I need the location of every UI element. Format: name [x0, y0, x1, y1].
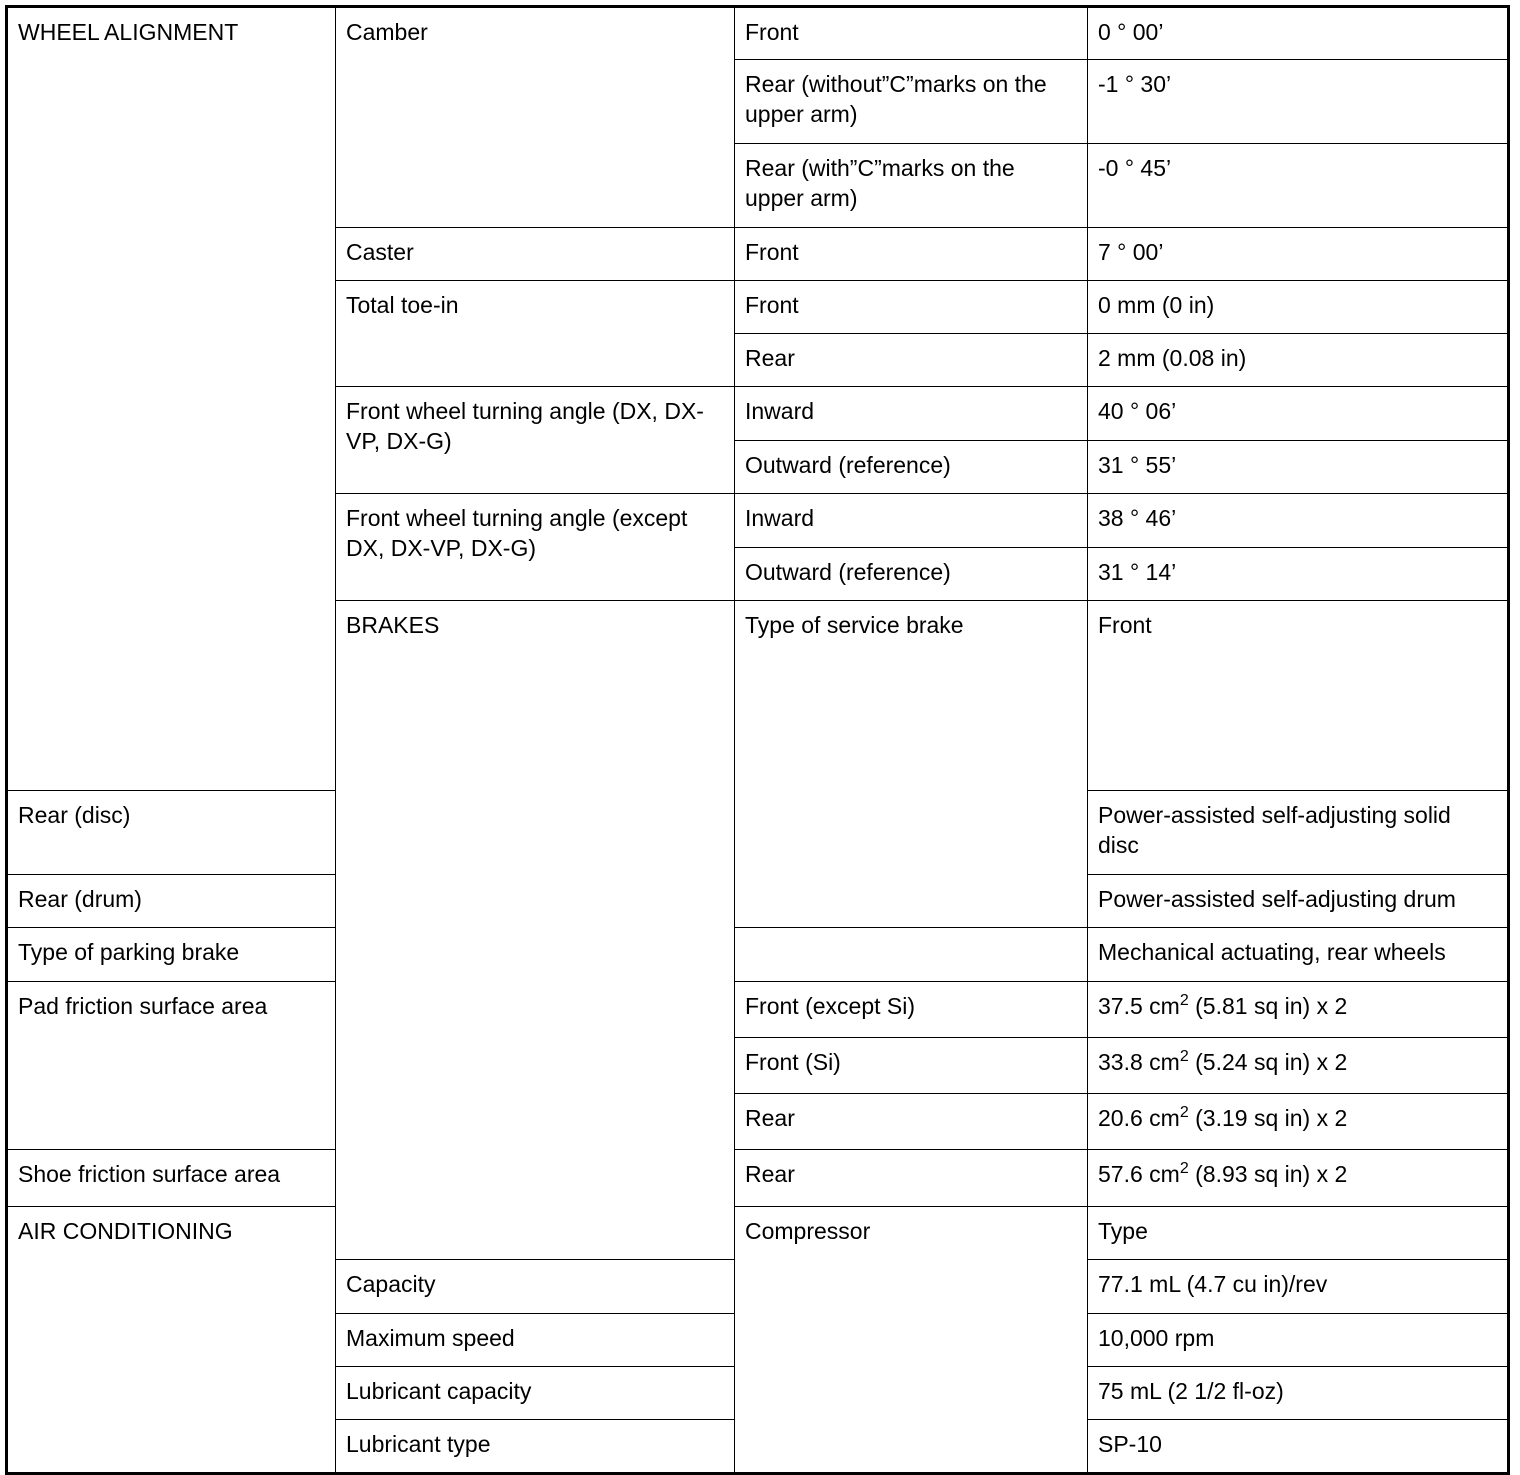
- param-cell: Inward: [735, 387, 1088, 441]
- item-cell: Front wheel turning angle (except DX, DX-VP, DX-G): [336, 494, 735, 601]
- specifications-table: [5, 5, 1510, 1475]
- table-row: [7, 1150, 1509, 1207]
- value-cell: 75 mL (2 1/2 fl-oz): [1088, 1367, 1509, 1420]
- value-number: 57.6 cm: [1098, 1161, 1180, 1187]
- item-cell: Type of parking brake: [7, 928, 336, 982]
- item-cell: Caster: [336, 228, 735, 281]
- param-cell: Outward (reference): [735, 548, 1088, 601]
- item-cell: Compressor: [735, 1207, 1088, 1474]
- value-cell: 31 ° 55’: [1088, 441, 1509, 494]
- item-cell: Front wheel turning angle (DX, DX-VP, DX-G): [336, 387, 735, 494]
- section-cell: WHEEL ALIGNMENT: [7, 7, 336, 791]
- table-row: [7, 7, 1509, 60]
- value-cell: 10,000 rpm: [1088, 1314, 1509, 1367]
- unit-superscript: 2: [1179, 1160, 1189, 1177]
- item-cell: Pad friction surface area: [7, 982, 336, 1150]
- value-cell: 0 mm (0 in): [1088, 281, 1509, 334]
- section-cell: BRAKES: [336, 601, 735, 1260]
- unit-superscript: 2: [1179, 992, 1189, 1009]
- value-number: 33.8 cm: [1098, 1049, 1180, 1075]
- section-cell: AIR CONDITIONING: [7, 1207, 336, 1474]
- param-cell: Rear: [735, 334, 1088, 387]
- table-row: [7, 1207, 1509, 1260]
- value-number: 20.6 cm: [1098, 1105, 1180, 1131]
- value-cell: Power-assisted self-adjusting solid disc: [1088, 791, 1509, 875]
- param-cell: Lubricant capacity: [336, 1367, 735, 1420]
- value-detail: (5.24 sq in) x 2: [1195, 1049, 1348, 1075]
- item-cell: Total toe-in: [336, 281, 735, 387]
- param-cell: Front: [1088, 601, 1509, 791]
- param-cell: Front (Si): [735, 1038, 1088, 1094]
- param-cell: Front: [735, 281, 1088, 334]
- table-row: [7, 982, 1509, 1038]
- param-cell: Front (except Si): [735, 982, 1088, 1038]
- value-cell: [1088, 1038, 1509, 1094]
- value-cell: 40 ° 06’: [1088, 387, 1509, 441]
- param-cell: Outward (reference): [735, 441, 1088, 494]
- value-cell: SP-10: [1088, 1420, 1509, 1474]
- value-detail: (5.81 sq in) x 2: [1195, 993, 1348, 1019]
- value-cell: Power-assisted self-adjusting drum: [1088, 875, 1509, 928]
- value-cell: -1 ° 30’: [1088, 60, 1509, 144]
- value-detail: (3.19 sq in) x 2: [1195, 1105, 1348, 1131]
- value-cell: 0 ° 00’: [1088, 7, 1509, 60]
- param-cell: Front: [735, 7, 1088, 60]
- value-cell: 2 mm (0.08 in): [1088, 334, 1509, 387]
- param-cell: [735, 928, 1088, 982]
- param-cell: Capacity: [336, 1260, 735, 1314]
- value-cell: [1088, 982, 1509, 1038]
- param-cell: Rear: [735, 1150, 1088, 1207]
- table-row: [7, 928, 1509, 982]
- value-cell: 31 ° 14’: [1088, 548, 1509, 601]
- param-cell: Type: [1088, 1207, 1509, 1260]
- value-cell: Mechanical actuating, rear wheels: [1088, 928, 1509, 982]
- item-cell: Shoe friction surface area: [7, 1150, 336, 1207]
- param-cell: Front: [735, 228, 1088, 281]
- specifications-table-body: [7, 7, 1509, 1474]
- value-cell: 38 ° 46’: [1088, 494, 1509, 548]
- value-cell: [1088, 1094, 1509, 1150]
- unit-superscript: 2: [1179, 1104, 1189, 1121]
- item-cell: Camber: [336, 7, 735, 228]
- param-cell: Maximum speed: [336, 1314, 735, 1367]
- param-cell: Rear (disc): [7, 791, 336, 875]
- param-cell: Inward: [735, 494, 1088, 548]
- item-cell: Type of service brake: [735, 601, 1088, 928]
- value-cell: 7 ° 00’: [1088, 228, 1509, 281]
- value-detail: (8.93 sq in) x 2: [1195, 1161, 1348, 1187]
- param-cell: Rear (with”C”marks on the upper arm): [735, 144, 1088, 228]
- value-cell: -0 ° 45’: [1088, 144, 1509, 228]
- value-number: 37.5 cm: [1098, 993, 1180, 1019]
- param-cell: Rear: [735, 1094, 1088, 1150]
- param-cell: Rear (drum): [7, 875, 336, 928]
- param-cell: Lubricant type: [336, 1420, 735, 1474]
- value-cell: 77.1 mL (4.7 cu in)/rev: [1088, 1260, 1509, 1314]
- value-cell: [1088, 1150, 1509, 1207]
- unit-superscript: 2: [1179, 1048, 1189, 1065]
- param-cell: Rear (without”C”marks on the upper arm): [735, 60, 1088, 144]
